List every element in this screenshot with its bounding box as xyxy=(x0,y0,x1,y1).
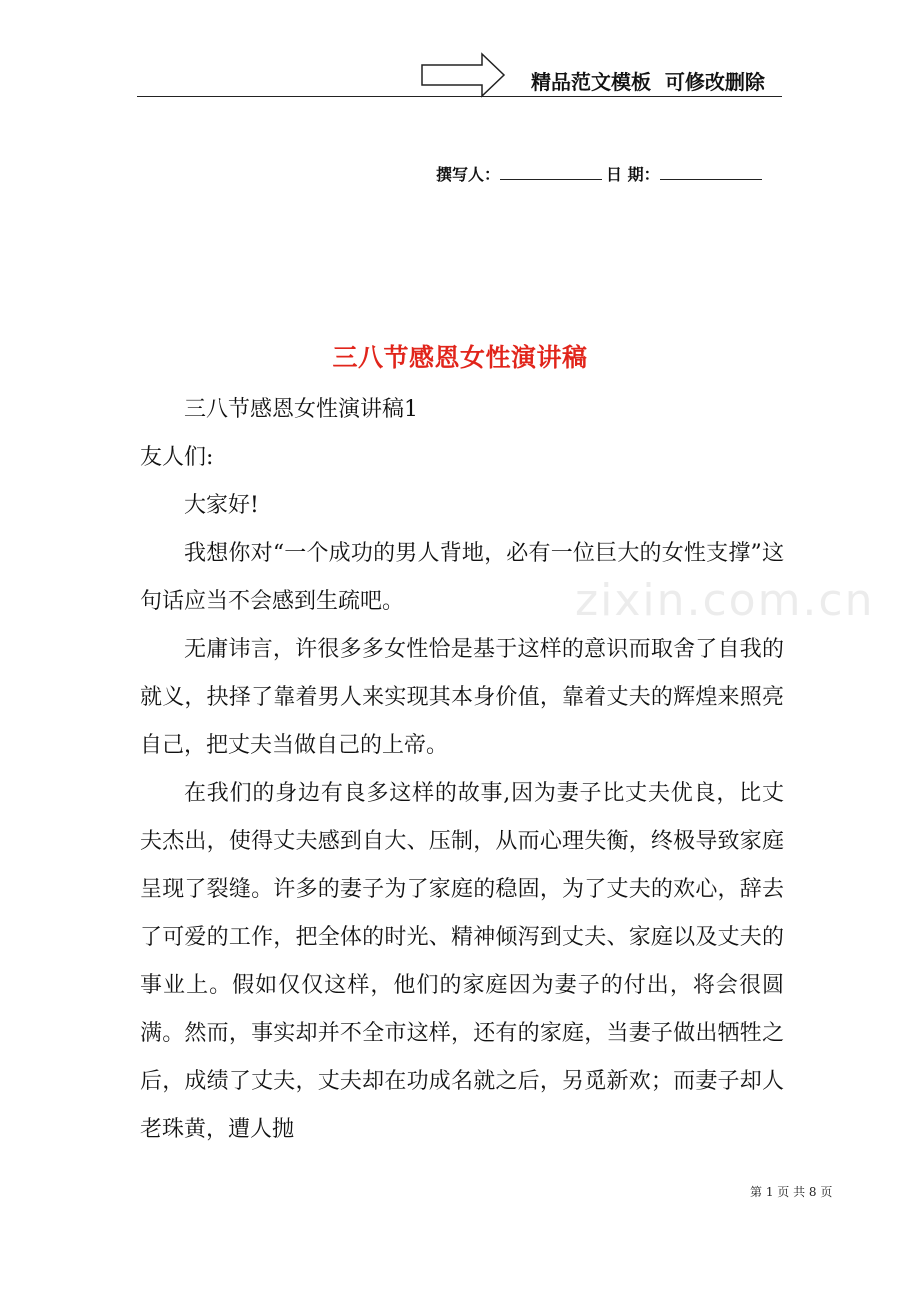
right-arrow-icon xyxy=(420,52,506,98)
date-label: 日 期： xyxy=(606,165,660,184)
document-title: 三八节感恩女性演讲稿 xyxy=(332,343,588,372)
document-body xyxy=(140,386,784,1154)
greeting: 大家好! xyxy=(184,493,259,518)
page-number: 第 1 页 共 8 页 xyxy=(750,1185,833,1199)
salutation: 友人们: xyxy=(140,445,214,470)
body-paragraph: 无庸讳言，许很多多女性恰是基于这样的意识而取舍了自我的就义，抉择了靠着男人来实现其本身价值，靠着丈夫的辉煌来照亮自己，把丈夫当做自己的上帝。 xyxy=(140,637,784,758)
date-blank-field xyxy=(660,163,762,180)
section-subtitle: 三八节感恩女性演讲稿1 xyxy=(184,397,418,422)
header-banner-text: 精品范文模板 可修改删除 xyxy=(531,70,765,94)
author-blank-field xyxy=(500,163,602,180)
watermark: zixin.com.cn xyxy=(575,575,875,626)
body-paragraph: 我想你对“一个成功的男人背地，必有一位巨大的女性支撑”这句话应当不会感到生疏吧。 xyxy=(140,541,784,614)
author-date-line xyxy=(436,162,762,185)
header-divider xyxy=(137,96,782,97)
body-paragraph: 在我们的身边有良多这样的故事,因为妻子比丈夫优良，比丈夫杰出，使得丈夫感到自大、压制，从而心理失衡，终极导致家庭呈现了裂缝。许多的妻子为了家庭的稳固，为了丈夫的欢心，辞去了可爱的工作，把全体的时光、精神倾泻到丈夫、家庭以及丈夫的事业上。假如仅仅这样，他们的家庭因为妻子的付出，将会很圆满。然而，事实却并不全市这样，还有的家庭，当妻子做出牺牲之后，成绩了丈夫，丈夫却在功成名就之后，另觅新欢；而妻子却人老珠黄，遭人抛 xyxy=(140,781,784,1142)
author-label: 撰写人： xyxy=(436,165,501,184)
